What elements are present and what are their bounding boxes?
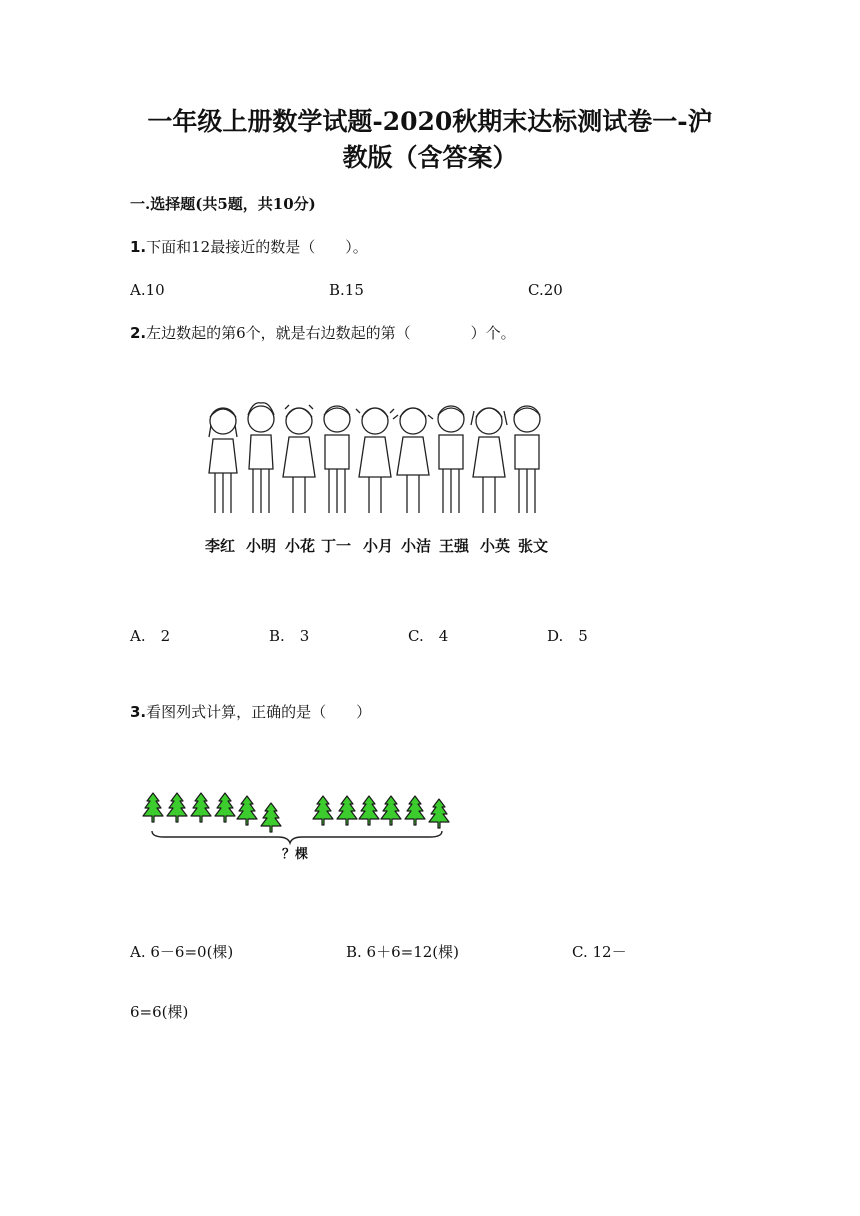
child-figure: [209, 408, 237, 513]
child-name: 张文: [518, 537, 549, 555]
child-figure: [324, 406, 350, 513]
tree-icon: [313, 796, 333, 825]
child-name: 小月: [363, 537, 394, 555]
tree-icon: [429, 799, 449, 828]
q2-option-d[interactable]: D. 5: [547, 627, 588, 645]
tree-icon: [143, 793, 163, 822]
child-figure: [514, 406, 540, 513]
q1-option-b[interactable]: B.15: [329, 281, 364, 299]
children-illustration: [195, 395, 565, 525]
tree-icon: [405, 796, 425, 825]
question-number: 1.: [130, 238, 147, 256]
tree-icon: [167, 793, 187, 822]
child-figure: [471, 408, 507, 513]
q1-option-c[interactable]: C.20: [528, 281, 563, 299]
question-text: 左边数起的第6个，就是右边数起的第（ ）个。: [146, 324, 516, 342]
q3-option-c[interactable]: C. 12－: [572, 943, 627, 961]
q2-option-c[interactable]: C. 4: [408, 627, 449, 645]
child-name: 李红: [205, 537, 236, 555]
tree-icon: [261, 803, 281, 832]
section-heading: 一.选择题(共5题，共10分): [130, 195, 316, 213]
exam-title-line2: 教版（含答案）: [342, 143, 518, 172]
q2-option-b[interactable]: B. 3: [269, 627, 310, 645]
brace-label: ？棵: [282, 847, 309, 862]
child-name: 小明: [246, 537, 277, 555]
tree-icon: [191, 793, 211, 822]
tree-icon: [381, 796, 401, 825]
child-figure: [248, 403, 274, 513]
q3-option-a[interactable]: A. 6－6=0(棵): [130, 943, 234, 961]
child-name: 王强: [439, 537, 470, 555]
child-figure: [283, 405, 315, 513]
q3-option-c-continued[interactable]: 6=6(棵): [130, 1003, 189, 1021]
child-figure: [438, 406, 464, 513]
exam-title-line1: 一年级上册数学试题-2020秋期末达标测试卷一-沪: [147, 107, 713, 136]
brace: [152, 831, 442, 843]
child-name: 丁一: [321, 537, 352, 555]
question-number: 2.: [130, 324, 147, 342]
question-text: 看图列式计算，正确的是（ ）: [146, 703, 372, 721]
q1-option-a[interactable]: A.10: [130, 281, 165, 299]
tree-icon: [337, 796, 357, 825]
child-figure: [393, 408, 433, 513]
question-number: 3.: [130, 703, 147, 721]
question-3: [130, 701, 371, 722]
child-name: 小花: [285, 537, 316, 555]
question-2: [130, 322, 516, 343]
question-1: [130, 236, 368, 257]
tree-icon: [215, 793, 235, 822]
q2-option-a[interactable]: A. 2: [130, 627, 171, 645]
q3-option-b[interactable]: B. 6＋6=12(棵): [346, 943, 460, 961]
tree-icon: [359, 796, 379, 825]
question-text: 下面和12最接近的数是（ ）。: [146, 238, 368, 256]
child-figure: [356, 408, 394, 513]
tree-icon: [237, 796, 257, 825]
child-name: 小洁: [401, 537, 432, 555]
child-name: 小英: [480, 537, 511, 555]
